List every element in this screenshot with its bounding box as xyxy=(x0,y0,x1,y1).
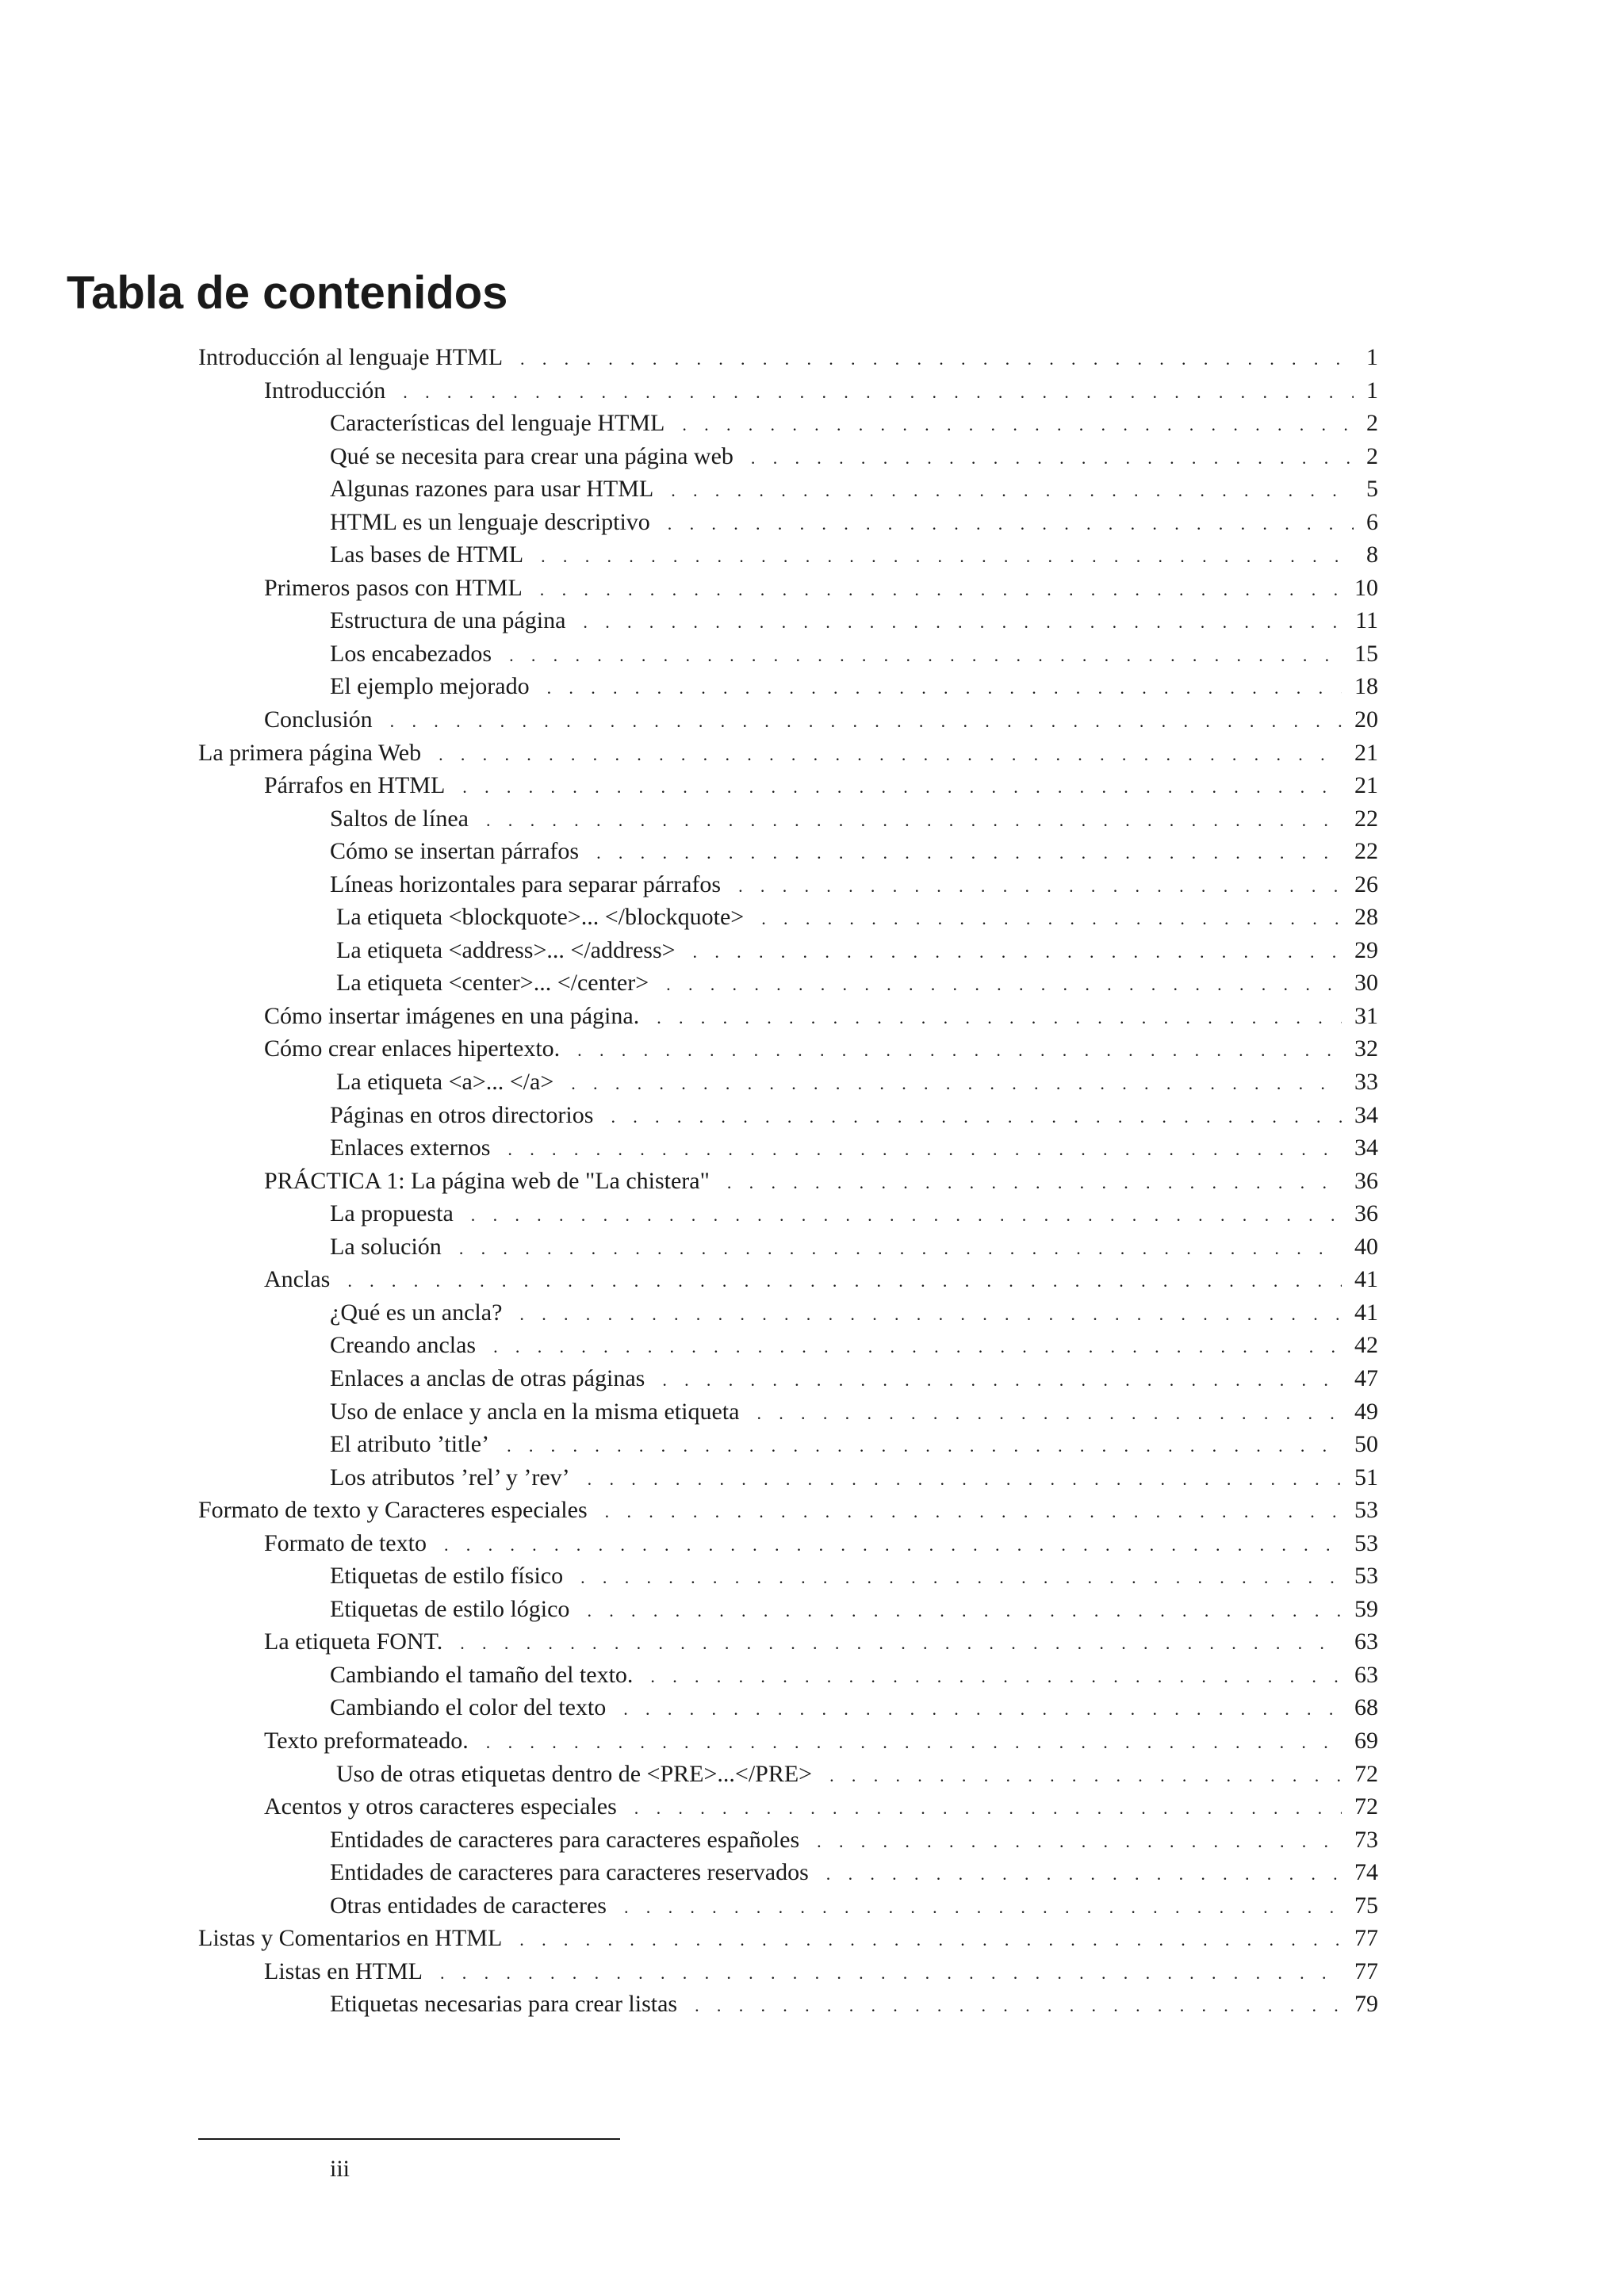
toc-entry-title: Formato de texto xyxy=(264,1529,427,1556)
toc-entry[interactable] xyxy=(198,1066,1378,1099)
toc-entry[interactable] xyxy=(198,1131,1378,1165)
toc-entry-title: Estructura de una página xyxy=(330,607,566,634)
toc-entry-page: 53 xyxy=(1354,1497,1378,1524)
toc-entry[interactable] xyxy=(198,1494,1378,1527)
toc-dot-leader xyxy=(459,1232,1342,1265)
toc-dot-leader xyxy=(508,1133,1342,1166)
toc-entry-page: 22 xyxy=(1354,838,1378,865)
toc-entry-page: 11 xyxy=(1355,607,1378,634)
toc-entry[interactable] xyxy=(198,637,1378,671)
toc-entry-page: 72 xyxy=(1354,1760,1378,1787)
toc-entry-title: El atributo ’title’ xyxy=(330,1431,490,1458)
toc-entry[interactable] xyxy=(198,769,1378,802)
toc-entry-page: 20 xyxy=(1354,706,1378,733)
toc-entry-page: 59 xyxy=(1354,1595,1378,1622)
toc-dot-leader xyxy=(650,1660,1342,1693)
toc-entry-title: Los encabezados xyxy=(330,640,492,667)
toc-entry[interactable] xyxy=(198,703,1378,737)
toc-entry-page: 26 xyxy=(1354,871,1378,897)
toc-entry[interactable] xyxy=(198,1230,1378,1264)
toc-dot-leader xyxy=(571,1067,1342,1100)
toc-dot-leader xyxy=(634,1792,1342,1825)
toc-entry[interactable] xyxy=(198,374,1378,408)
toc-entry[interactable] xyxy=(198,1922,1378,1955)
toc-entry-page: 36 xyxy=(1354,1167,1378,1194)
toc-entry-title: Entidades de caracteres para caracteres españoles xyxy=(330,1826,800,1853)
toc-entry-page: 1 xyxy=(1366,377,1378,404)
toc-entry-title: Uso de enlace y ancla en la misma etiqueta xyxy=(330,1398,740,1425)
toc-entry-title: PRÁCTICA 1: La página web de "La chistera" xyxy=(264,1167,710,1194)
toc-entry[interactable] xyxy=(198,1758,1378,1791)
toc-entry-title: Enlaces a anclas de otras páginas xyxy=(330,1364,645,1391)
toc-entry[interactable] xyxy=(198,1099,1378,1132)
toc-entry[interactable] xyxy=(198,737,1378,770)
toc-dot-leader xyxy=(693,936,1342,969)
toc-entry-page: 32 xyxy=(1354,1035,1378,1062)
footer-rule xyxy=(198,2138,620,2140)
toc-entry-title: La etiqueta <blockquote>... </blockquote> xyxy=(336,904,745,931)
toc-entry-page: 28 xyxy=(1354,904,1378,931)
toc-entry[interactable] xyxy=(198,1724,1378,1758)
toc-entry[interactable] xyxy=(198,1823,1378,1857)
toc-entry-title: Cambiando el tamaño del texto. xyxy=(330,1661,634,1688)
toc-entry[interactable] xyxy=(198,572,1378,605)
toc-entry[interactable] xyxy=(198,1527,1378,1560)
toc-entry-page: 15 xyxy=(1354,640,1378,667)
toc-entry[interactable] xyxy=(198,1593,1378,1626)
toc-entry[interactable] xyxy=(198,934,1378,967)
toc-entry-page: 6 xyxy=(1366,508,1378,535)
toc-dot-leader xyxy=(439,738,1342,771)
toc-entry-page: 30 xyxy=(1354,970,1378,997)
toc-dot-leader xyxy=(682,408,1354,442)
toc-entry-title: Listas y Comentarios en HTML xyxy=(198,1925,503,1952)
toc-entry[interactable] xyxy=(198,440,1378,473)
toc-entry[interactable] xyxy=(198,1263,1378,1296)
toc-entry[interactable] xyxy=(198,1197,1378,1230)
toc-entry-page: 34 xyxy=(1354,1135,1378,1161)
toc-entry-title: Cómo crear enlaces hipertexto. xyxy=(264,1035,561,1062)
toc-entry-page: 5 xyxy=(1366,476,1378,503)
toc-entry-page: 68 xyxy=(1354,1694,1378,1721)
toc-entry-title: Listas en HTML xyxy=(264,1957,423,1984)
toc-dot-leader xyxy=(751,442,1354,475)
toc-entry-page: 72 xyxy=(1354,1793,1378,1820)
toc-entry-title: Los atributos ’rel’ y ’rev’ xyxy=(330,1464,570,1490)
toc-dot-leader xyxy=(695,1989,1342,2022)
toc-entry-page: 34 xyxy=(1354,1101,1378,1128)
toc-entry-title: La solución xyxy=(330,1233,442,1260)
toc-dot-leader xyxy=(520,342,1354,376)
toc-entry-page: 22 xyxy=(1354,805,1378,832)
toc-entry-title: Líneas horizontales para separar párrafos xyxy=(330,871,722,897)
toc-entry[interactable] xyxy=(198,1856,1378,1889)
toc-entry-title: Introducción xyxy=(264,377,386,404)
toc-entry[interactable] xyxy=(198,1000,1378,1033)
toc-entry-title: Otras entidades de caracteres xyxy=(330,1892,607,1919)
toc-entry-title: La propuesta xyxy=(330,1200,454,1227)
toc-dot-leader xyxy=(611,1100,1342,1134)
toc-entry-page: 18 xyxy=(1354,673,1378,700)
toc-entry-title: El ejemplo mejorado xyxy=(330,673,530,700)
toc-dot-leader xyxy=(547,672,1342,705)
toc-entry-page: 2 xyxy=(1366,442,1378,469)
toc-entry-title: Creando anclas xyxy=(330,1332,477,1359)
toc-entry-title: La etiqueta <a>... </a> xyxy=(336,1069,554,1096)
toc-entry[interactable] xyxy=(198,1329,1378,1362)
toc-entry-page: 50 xyxy=(1354,1431,1378,1458)
table-of-contents xyxy=(198,341,1378,2021)
toc-entry-page: 77 xyxy=(1354,1925,1378,1952)
toc-entry[interactable] xyxy=(198,1559,1378,1593)
toc-entry-page: 63 xyxy=(1354,1628,1378,1655)
toc-entry[interactable] xyxy=(198,1296,1378,1330)
toc-entry-title: Introducción al lenguaje HTML xyxy=(198,344,504,370)
toc-entry-page: 41 xyxy=(1354,1299,1378,1326)
toc-entry-page: 42 xyxy=(1354,1332,1378,1359)
toc-entry-page: 63 xyxy=(1354,1661,1378,1688)
toc-entry-title: Las bases de HTML xyxy=(330,541,524,568)
toc-entry[interactable] xyxy=(198,1988,1378,2021)
toc-entry-page: 21 xyxy=(1354,739,1378,766)
toc-dot-leader xyxy=(727,1166,1342,1200)
toc-entry-page: 49 xyxy=(1354,1398,1378,1425)
toc-dot-leader xyxy=(761,902,1342,936)
toc-entry-title: Enlaces externos xyxy=(330,1135,491,1161)
toc-dot-leader xyxy=(580,1561,1342,1594)
toc-dot-leader xyxy=(577,1034,1342,1067)
toc-entry[interactable] xyxy=(198,1395,1378,1429)
toc-dot-leader xyxy=(493,1330,1342,1364)
toc-entry-title: Cambiando el color del texto xyxy=(330,1694,607,1721)
toc-dot-leader xyxy=(668,507,1354,541)
toc-entry-title: Cómo se insertan párrafos xyxy=(330,838,580,865)
toc-entry[interactable] xyxy=(198,802,1378,836)
toc-dot-leader xyxy=(519,1298,1342,1331)
toc-entry[interactable] xyxy=(198,1659,1378,1692)
toc-entry-page: 69 xyxy=(1354,1727,1378,1754)
toc-entry-title: Etiquetas necesarias para crear listas xyxy=(330,1991,678,2018)
toc-entry-title: Entidades de caracteres para caracteres reservados xyxy=(330,1859,809,1886)
toc-entry-page: 79 xyxy=(1354,1991,1378,2018)
toc-entry-page: 36 xyxy=(1354,1200,1378,1227)
toc-dot-leader xyxy=(347,1265,1342,1298)
toc-dot-leader xyxy=(588,1463,1342,1496)
toc-dot-leader xyxy=(666,968,1342,1001)
toc-entry[interactable] xyxy=(198,1691,1378,1724)
toc-entry-page: 77 xyxy=(1354,1957,1378,1984)
toc-entry-title: La primera página Web xyxy=(198,739,422,766)
toc-dot-leader xyxy=(623,1693,1342,1726)
toc-entry[interactable] xyxy=(198,1428,1378,1461)
toc-entry[interactable] xyxy=(198,1165,1378,1198)
toc-entry-page: 75 xyxy=(1354,1892,1378,1919)
toc-entry[interactable] xyxy=(198,1625,1378,1659)
toc-entry-page: 74 xyxy=(1354,1859,1378,1886)
toc-entry-page: 29 xyxy=(1354,936,1378,963)
toc-entry-page: 21 xyxy=(1354,772,1378,799)
toc-dot-leader xyxy=(541,540,1354,573)
toc-entry[interactable] xyxy=(198,1032,1378,1066)
toc-entry-page: 2 xyxy=(1366,410,1378,437)
toc-entry[interactable] xyxy=(198,538,1378,572)
toc-entry-title: Párrafos en HTML xyxy=(264,772,446,799)
toc-entry[interactable] xyxy=(198,1955,1378,1988)
toc-dot-leader xyxy=(826,1858,1342,1891)
toc-entry[interactable] xyxy=(198,407,1378,440)
toc-dot-leader xyxy=(390,705,1342,738)
toc-entry-title: Etiquetas de estilo lógico xyxy=(330,1595,570,1622)
toc-entry-page: 41 xyxy=(1354,1266,1378,1293)
footer-page-number: iii xyxy=(330,2156,350,2182)
toc-dot-leader xyxy=(540,573,1342,607)
toc-dot-leader xyxy=(587,1594,1342,1628)
toc-dot-leader xyxy=(605,1495,1342,1529)
toc-dot-leader xyxy=(486,804,1342,837)
toc-dot-leader xyxy=(817,1825,1342,1858)
toc-entry[interactable] xyxy=(198,473,1378,506)
toc-entry-page: 33 xyxy=(1354,1069,1378,1096)
toc-entry-title: La etiqueta FONT. xyxy=(264,1628,443,1655)
toc-dot-leader xyxy=(486,1726,1342,1759)
toc-entry-page: 31 xyxy=(1354,1002,1378,1029)
toc-entry-title: La etiqueta <center>... </center> xyxy=(336,970,649,997)
toc-dot-leader xyxy=(462,771,1342,804)
toc-dot-leader xyxy=(460,1627,1342,1660)
toc-entry[interactable] xyxy=(198,1889,1378,1923)
toc-entry[interactable] xyxy=(198,1461,1378,1494)
toc-entry-title: Características del lenguaje HTML xyxy=(330,410,665,437)
toc-entry[interactable] xyxy=(198,1790,1378,1823)
toc-entry-title: HTML es un lenguaje descriptivo xyxy=(330,508,650,535)
toc-entry-page: 53 xyxy=(1354,1529,1378,1556)
toc-entry[interactable] xyxy=(198,670,1378,703)
toc-entry-title: Formato de texto y Caracteres especiales xyxy=(198,1497,588,1524)
toc-entry-title: Conclusión xyxy=(264,706,373,733)
toc-entry-page: 1 xyxy=(1366,344,1378,370)
toc-entry-title: Acentos y otros caracteres especiales xyxy=(264,1793,617,1820)
toc-entry[interactable] xyxy=(198,1362,1378,1395)
toc-dot-leader xyxy=(671,474,1354,507)
toc-dot-leader xyxy=(509,639,1342,672)
toc-entry-title: Etiquetas de estilo físico xyxy=(330,1563,564,1590)
toc-dot-leader xyxy=(403,376,1354,409)
toc-dot-leader xyxy=(519,1923,1342,1957)
toc-dot-leader xyxy=(444,1529,1342,1562)
toc-entry-title: ¿Qué es un ancla? xyxy=(330,1299,503,1326)
toc-entry-title: Texto preformateado. xyxy=(264,1727,469,1754)
toc-entry-page: 53 xyxy=(1354,1563,1378,1590)
toc-entry-page: 40 xyxy=(1354,1233,1378,1260)
toc-entry[interactable] xyxy=(198,835,1378,868)
toc-dot-leader xyxy=(507,1429,1342,1463)
toc-dot-leader xyxy=(471,1199,1342,1232)
toc-dot-leader xyxy=(583,606,1342,639)
toc-entry-page: 10 xyxy=(1354,574,1378,601)
toc-dot-leader xyxy=(756,1397,1342,1430)
toc-entry-title: La etiqueta <address>... </address> xyxy=(336,936,676,963)
toc-dot-leader xyxy=(738,870,1342,903)
page-title: Tabla de contenidos xyxy=(67,267,508,319)
toc-dot-leader xyxy=(657,1001,1342,1035)
toc-dot-leader xyxy=(829,1759,1342,1793)
toc-entry[interactable] xyxy=(198,506,1378,539)
toc-entry-title: Primeros pasos con HTML xyxy=(264,574,523,601)
toc-entry-title: Uso de otras etiquetas dentro de <PRE>...</PRE> xyxy=(336,1760,813,1787)
toc-dot-leader xyxy=(440,1957,1342,1990)
toc-entry[interactable] xyxy=(198,901,1378,934)
toc-entry-page: 8 xyxy=(1366,541,1378,568)
toc-entry[interactable] xyxy=(198,966,1378,1000)
toc-entry-title: Saltos de línea xyxy=(330,805,469,832)
toc-entry[interactable] xyxy=(198,868,1378,901)
toc-dot-leader xyxy=(662,1364,1342,1397)
toc-entry-title: Páginas en otros directorios xyxy=(330,1101,594,1128)
toc-entry[interactable] xyxy=(198,604,1378,637)
toc-dot-leader xyxy=(624,1891,1342,1924)
toc-entry-title: Qué se necesita para crear una página web xyxy=(330,442,733,469)
toc-dot-leader xyxy=(596,836,1342,870)
toc-entry-page: 73 xyxy=(1354,1826,1378,1853)
toc-entry[interactable] xyxy=(198,341,1378,374)
toc-entry-title: Cómo insertar imágenes en una página. xyxy=(264,1002,640,1029)
toc-entry-title: Algunas razones para usar HTML xyxy=(330,476,654,503)
toc-entry-page: 51 xyxy=(1354,1464,1378,1490)
toc-entry-title: Anclas xyxy=(264,1266,331,1293)
toc-entry-page: 47 xyxy=(1354,1364,1378,1391)
